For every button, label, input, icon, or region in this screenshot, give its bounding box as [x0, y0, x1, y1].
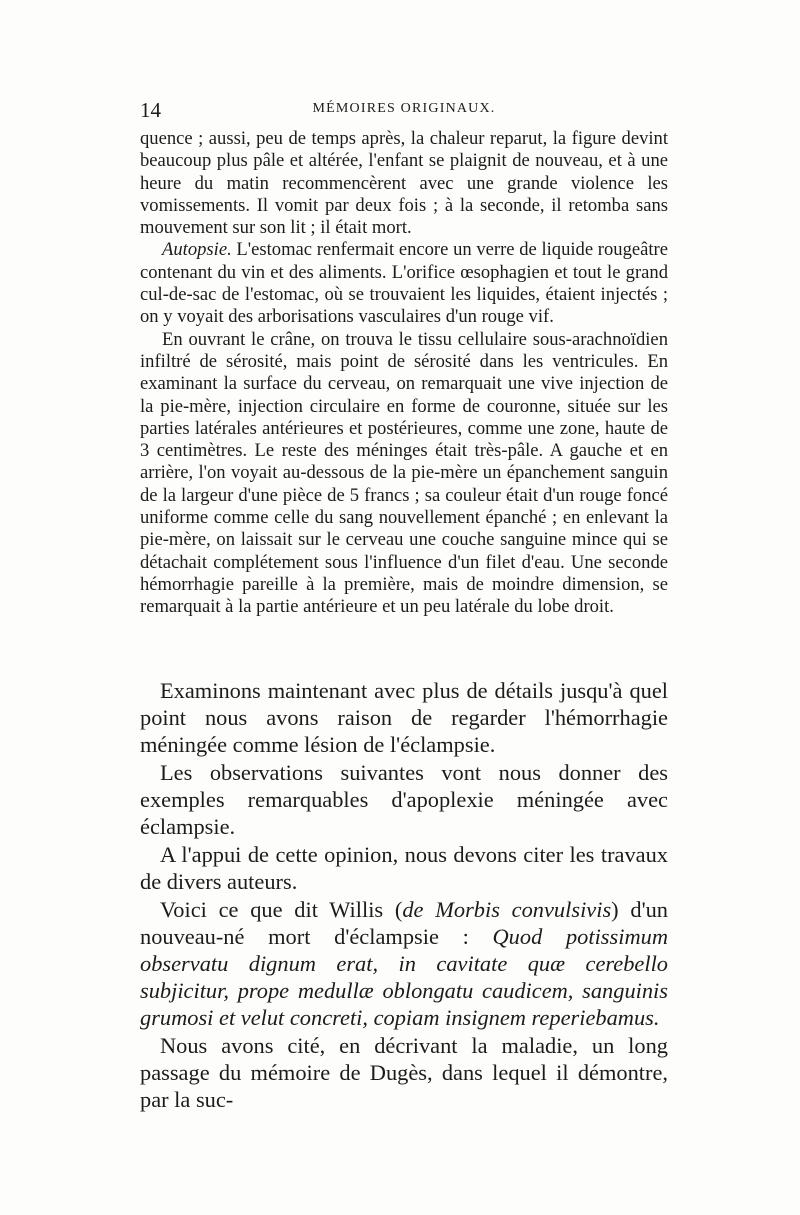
page-number: 14 [140, 98, 161, 122]
autopsy-text: L'estomac renfermait encore un verre de liquide rougeâtre contenant du vin et des aliments. L'orifice œsophagien et tout le grand cul-de-sac de l'estomac, où se trouvaient les liquides, étaient injectés ; on y voyait des arborisations vasculaires d'un rouge vif. [140, 239, 668, 328]
body-paragraph-3: A l'appui de cette opinion, nous devons citer les travaux de divers auteurs. [140, 842, 668, 894]
willis-intro: Voici ce que dit Willis ( [160, 897, 403, 922]
willis-context: ) d'un nouveau-né mort d'éclampsie : [140, 897, 668, 949]
willis-paragraph [140, 896, 668, 1031]
work-title: de Morbis convulsivis [402, 897, 612, 922]
latin-quote: Quod potissimum observatu dignum erat, in cavitate quæ cerebello subjicitur, prope medullæ oblongatu caudicem, sanguinis grumosi et velut concreti, copiam insignem reperiebamus. [140, 924, 668, 1030]
observation-paragraph-3: En ouvrant le crâne, on trouva le tissu cellulaire sous-arachnoïdien infiltré de sérosité, mais point de sérosité dans les ventricules. En examinant la surface du cerveau, on remarquait une vive injection de la pie-mère, injection circulaire en forme de couronne, située sur les parties latérales antérieures et postérieures, comme une zone, haute de 3 centimètres. Le reste des méninges était très-pâle. A gauche et en arrière, l'on voyait au-dessous de la pie-mère un épanchement sanguin de la largeur d'une pièce de 5 francs ; sa couleur était d'un rouge foncé uniforme comme celle du sang nouvellement épanché ; en enlevant la pie-mère, on laissait sur le cerveau une couche sanguine mince qui se détachait complétement sous l'influence d'un filet d'eau. Une seconde hémorrhagie pareille à la première, mais de moindre dimension, se remarquait à la partie antérieure et un peu latérale du lobe droit. [140, 328, 668, 618]
body-paragraph-1: Examinons maintenant avec plus de détails jusqu'à quel point nous avons raison de regarder l'hémorrhagie méningée comme lésion de l'éclampsie. [140, 678, 668, 757]
autopsy-label: Autopsie. [162, 239, 232, 261]
running-head: MÉMOIRES ORIGINAUX. [312, 101, 496, 116]
body-paragraph-5: Nous avons cité, en décrivant la maladie, un long passage du mémoire de Dugès, dans lequel il démontre, par la suc- [140, 1033, 668, 1112]
autopsy-paragraph [140, 239, 668, 328]
page-header [140, 98, 668, 122]
observation-block [140, 128, 668, 619]
observation-paragraph-1: quence ; aussi, peu de temps après, la chaleur reparut, la figure devint beaucoup plus pâle et altérée, l'enfant se plaignit de nouveau, et à une heure du matin recommencèrent avec une grande violence les vomissements. Il vomit par deux fois ; à la seconde, il retomba sans mouvement sur son lit ; il était mort. [140, 128, 668, 239]
body-text-block [140, 677, 668, 1113]
body-paragraph-2: Les observations suivantes vont nous donner des exemples remarquables d'apoplexie méningée avec éclampsie. [140, 760, 668, 839]
